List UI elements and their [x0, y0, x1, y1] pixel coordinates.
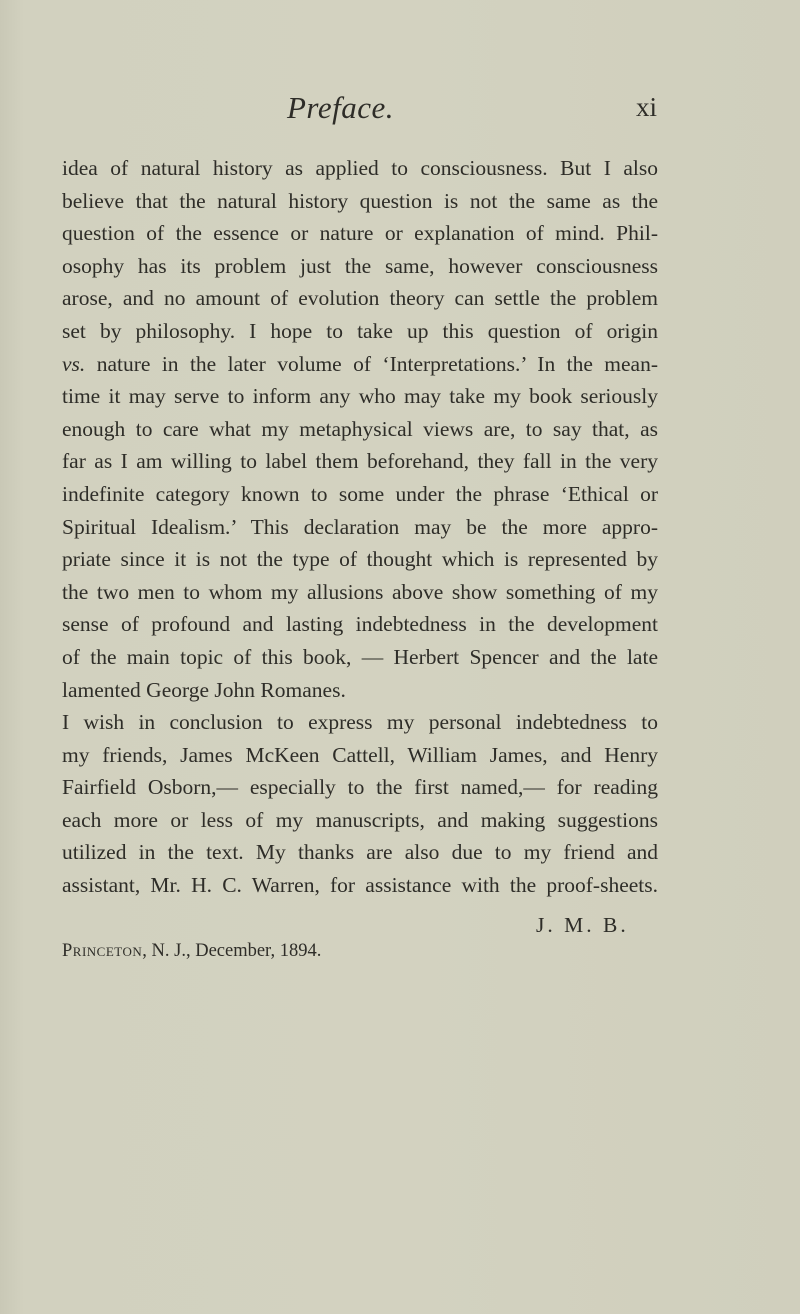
dateline — [62, 941, 321, 962]
text-line: of the main topic of this book, — Herbert Spencer and the late — [62, 644, 658, 669]
text-line: enough to care what my metaphysical views are, to say that, as — [62, 416, 658, 441]
text-line-rest: nature in the later volume of ‘Interpretations.’ In the mean- — [96, 351, 658, 376]
body-text — [62, 152, 658, 902]
text-line: lamented George John Romanes. — [62, 677, 346, 702]
dateline-rest: , N. J., December, 1894. — [142, 941, 322, 961]
paragraph-2-first-line: I wish in conclusion to express my personal indebtedness to — [62, 710, 658, 735]
running-head — [0, 90, 800, 130]
author-initials: J. M. B. — [536, 913, 629, 937]
text-line: my friends, James McKeen Cattell, William James, and Henry — [62, 742, 658, 767]
text-line: Spiritual Idealism.’ This declaration may be the more appro- — [62, 514, 658, 539]
text-line — [62, 706, 658, 739]
dateline-place: Princeton — [62, 941, 143, 961]
text-line: priate since it is not the type of thought which is represented by — [62, 547, 658, 572]
page-number: xi — [636, 92, 658, 122]
text-line: the two men to whom my allusions above show something of my — [62, 579, 658, 604]
text-line: far as I am willing to label them beforehand, they fall in the very — [62, 449, 658, 474]
text-line: osophy has its problem just the same, however consciousness — [62, 253, 658, 278]
running-head-title: Preface. — [287, 90, 394, 125]
text-line: idea of natural history as applied to consciousness. But I also — [62, 156, 658, 180]
text-line: set by philosophy. I hope to take up this question of origin — [62, 318, 658, 343]
text-line: arose, and no amount of evolution theory can settle the problem — [62, 286, 658, 311]
text-line: question of the essence or nature or explanation of mind. Phil- — [62, 221, 658, 246]
text-line: Fairfield Osborn,— especially to the first named,— for reading — [62, 775, 658, 800]
text-line: believe that the natural history question is not the same as the — [62, 188, 658, 213]
text-line: utilized in the text. My thanks are also due to my friend and — [62, 840, 658, 865]
text-line: sense of profound and lasting indebtedness in the development — [62, 612, 658, 637]
italic-abbreviation: vs. — [62, 351, 86, 376]
text-line: assistant, Mr. H. C. Warren, for assistance with the proof-sheets. — [62, 873, 658, 898]
text-line — [62, 348, 658, 381]
text-line: time it may serve to inform any who may take my book seriously — [62, 384, 658, 409]
text-line: each more or less of my manuscripts, and making suggestions — [62, 807, 658, 832]
text-line: indefinite category known to some under the phrase ‘Ethical or — [62, 481, 658, 506]
